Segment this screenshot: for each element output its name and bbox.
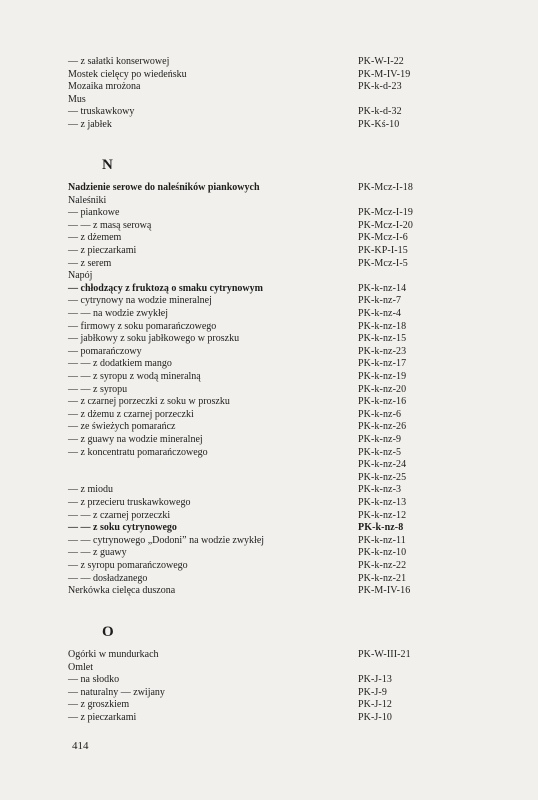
index-entry (68, 459, 508, 472)
index-entry (68, 649, 508, 662)
index-entry (68, 232, 508, 245)
entry-code: PK-k-nz-14 (358, 282, 407, 294)
entry-name: — — z czarnej porzeczki (68, 509, 171, 521)
entry-name: — z koncentratu pomarańczowego (68, 446, 208, 458)
entry-name: Mostek cielęcy po wiedeńsku (68, 68, 187, 80)
entry-code: PK-Mcz-I-19 (358, 207, 413, 219)
index-entry (68, 56, 508, 69)
entry-code: PK-k-d-32 (358, 106, 402, 118)
entry-name: — z syropu pomarańczowego (68, 560, 188, 571)
index-entry (68, 333, 508, 346)
index-entry (68, 308, 508, 321)
index-entry (68, 69, 508, 82)
entry-name: — — z syropu z wodą mineralną (68, 371, 201, 382)
index-entry (68, 371, 508, 384)
entry-name: — — z soku cytrynowego (68, 522, 177, 534)
entry-name: — z jabłek (68, 119, 112, 130)
index-entry (68, 270, 508, 283)
entry-name: Mozaika mrożona (68, 81, 141, 93)
entry-name: — firmowy z soku pomarańczowego (68, 320, 217, 332)
entry-code: PK-k-nz-4 (358, 308, 402, 319)
entry-name: Naleśniki (68, 194, 107, 206)
entry-name: — z groszkiem (68, 699, 130, 711)
entry-code: PK-k-nz-23 (358, 345, 407, 357)
entry-name: — z dżemu z czarnej porzeczki (68, 408, 194, 420)
index-entry (68, 384, 508, 397)
entry-name: — — z guawy (68, 547, 127, 559)
entry-name: Mus (68, 93, 86, 105)
index-entry (68, 535, 508, 548)
entry-name: — chłodzący z fruktozą o smaku cytrynowym (68, 282, 263, 294)
entry-code: PK-k-nz-19 (358, 371, 407, 382)
entry-name: — z pieczarkami (68, 712, 137, 723)
index-entry (68, 522, 508, 535)
index-entry (68, 207, 508, 220)
index-entry (68, 662, 508, 675)
index-entry (68, 346, 508, 359)
entry-name: Ogórki w mundurkach (68, 649, 159, 660)
entry-name: — z czarnej porzeczki z soku w proszku (68, 396, 230, 408)
entry-code: PK-Mcz-I-6 (358, 232, 408, 244)
entry-name: — — z dodatkiem mango (68, 358, 172, 370)
index-entry (68, 472, 508, 485)
index-entry (68, 497, 508, 510)
entry-name: — — cytrynowego „Dodoni” na wodzie zwykłej (68, 534, 265, 546)
index-entry (68, 220, 508, 233)
entry-code: PK-Kś-10 (358, 119, 400, 130)
entry-code: PK-k-nz-22 (358, 560, 407, 571)
index-entry (68, 510, 508, 523)
index-entry (68, 674, 508, 687)
entry-name: — z pieczarkami (68, 245, 137, 256)
index-entry (68, 447, 508, 460)
entry-name: Nerkówka cielęca duszona (68, 585, 176, 597)
entry-name: — piankowe (68, 207, 120, 219)
index-entry (68, 358, 508, 371)
entry-code: PK-KP-I-15 (358, 245, 408, 256)
entry-name: Nadzienie serowe do naleśników piankowych (68, 182, 260, 193)
entry-name: — ze świeżych pomarańcz (68, 421, 176, 433)
index-entry (68, 195, 508, 208)
index-entry (68, 484, 508, 497)
entry-code: PK-k-nz-12 (358, 509, 407, 521)
index-entry (68, 245, 508, 258)
entry-name: Napój (68, 270, 93, 282)
entry-code: PK-Mcz-I-18 (358, 182, 413, 193)
index-entry (68, 94, 508, 107)
index-entry (68, 687, 508, 700)
index-entry (68, 573, 508, 586)
index-entry (68, 409, 508, 422)
entry-code: PK-k-nz-24 (358, 459, 407, 471)
entry-code: PK-k-d-23 (358, 81, 402, 93)
entry-name: — z sałatki konserwowej (68, 56, 170, 67)
entry-name: — — z syropu (68, 383, 128, 395)
entry-name: — z dżemem (68, 232, 122, 244)
entry-name: — z serem (68, 257, 112, 269)
index-entry (68, 396, 508, 409)
entry-code: PK-J-9 (358, 686, 387, 698)
entry-code: PK-W-III-21 (358, 649, 411, 660)
entry-code: PK-k-nz-3 (358, 484, 402, 496)
entry-code: PK-k-nz-18 (358, 320, 407, 332)
entry-code: PK-k-nz-21 (358, 572, 407, 584)
entry-code: PK-k-nz-5 (358, 446, 402, 458)
index-entry (68, 434, 508, 447)
entry-name: — z guawy na wodzie mineralnej (68, 434, 203, 445)
entry-code: PK-k-nz-20 (358, 383, 407, 395)
index-entry (68, 81, 508, 94)
entry-code: PK-Mcz-I-20 (358, 219, 413, 231)
entry-name: Omlet (68, 661, 93, 673)
entry-code: PK-W-I-22 (358, 56, 404, 67)
entry-code: PK-k-nz-26 (358, 421, 407, 433)
entry-code: PK-J-10 (358, 712, 393, 723)
index-entry (68, 560, 508, 573)
entry-name: — — z masą serową (68, 219, 152, 231)
index-entry (68, 106, 508, 119)
page-number: 414 (72, 740, 89, 752)
entry-name: — na słodko (68, 674, 120, 686)
index-entry (68, 421, 508, 434)
entry-code: PK-Mcz-I-5 (358, 257, 408, 269)
entry-name: — pomarańczowy (68, 345, 142, 357)
entry-code: PK-J-13 (358, 674, 393, 686)
index-entry (68, 321, 508, 334)
entry-code: PK-k-nz-6 (358, 408, 402, 420)
entry-code: PK-k-nz-25 (358, 471, 407, 483)
entry-name: — jabłkowy z soku jabłkowego w proszku (68, 333, 240, 345)
index-entry (68, 699, 508, 712)
entry-code: PK-k-nz-9 (358, 434, 402, 445)
index-entry (68, 547, 508, 560)
entry-name: — cytrynowy na wodzie mineralnej (68, 295, 212, 307)
entry-code: PK-k-nz-15 (358, 333, 407, 345)
index-entry (68, 283, 508, 296)
section-letter: N (102, 157, 113, 173)
entry-code: PK-k-nz-8 (358, 522, 404, 534)
entry-name: — naturalny — zwijany (68, 686, 165, 698)
section-letter: O (102, 624, 114, 640)
index-entry (68, 295, 508, 308)
entry-code: PK-k-nz-7 (358, 295, 402, 307)
entry-code: PK-M-IV-19 (358, 68, 411, 80)
index-entry (68, 182, 508, 195)
index-entry (68, 119, 508, 132)
entry-code: PK-J-12 (358, 699, 393, 711)
entry-name: — z miodu (68, 484, 113, 496)
entry-code: PK-M-IV-16 (358, 585, 411, 597)
entry-name: — truskawkowy (68, 106, 135, 118)
entry-code: PK-k-nz-16 (358, 396, 407, 408)
entry-name: — — dosładzanego (68, 572, 148, 584)
entry-code: PK-k-nz-11 (358, 534, 406, 546)
entry-code: PK-k-nz-17 (358, 358, 407, 370)
entry-code: PK-k-nz-13 (358, 497, 407, 508)
index-entry (68, 585, 508, 598)
index-entry (68, 258, 508, 271)
entry-code: PK-k-nz-10 (358, 547, 407, 559)
entry-name: — z przecieru truskawkowego (68, 497, 191, 508)
entry-name: — — na wodzie zwykłej (68, 308, 168, 319)
index-entry (68, 712, 508, 725)
